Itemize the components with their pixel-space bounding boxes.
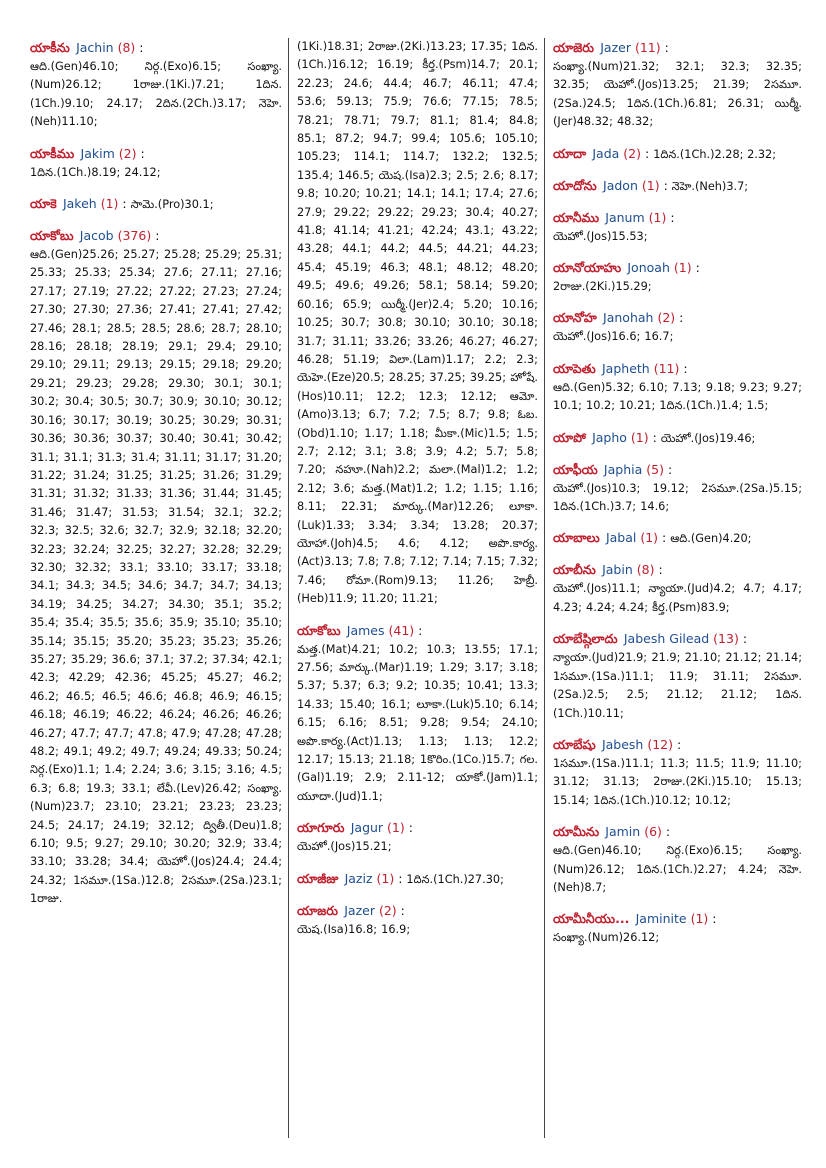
telugu-name: యామీనీయు... [553, 911, 630, 927]
entry-heading [553, 629, 802, 648]
separator: : [400, 902, 405, 918]
english-name: Jakeh [62, 196, 97, 212]
references: ఆది.(Gen)4.20; [670, 532, 752, 546]
references: యెహో.(Jos)15.21; [297, 840, 392, 854]
occurrence-count: (11) [653, 360, 680, 376]
occurrence-count: (1) [640, 530, 659, 546]
occurrence-count: (1) [376, 870, 395, 886]
references: నెహె.(Neh)3.7; [671, 179, 749, 193]
occurrence-count: (2) [623, 145, 641, 161]
references: 2రాజు.(2Ki.)15.29; [553, 280, 652, 294]
occurrence-count: (13) [713, 631, 739, 647]
references: ఆది.(Gen)25.26; 25.27; 25.28; 25.29; 25.31; 25.33; 25.33; 25.34; 27.6; 27.11; 27.16; 27.17; 27.19; 27.22; 27.22; 27.23; 27.24; 27.30; 27.30; 27.36; 27.41; 27.41; 27.42; 27.46; 28.1; 28.5; 28.5; 28.6; 28.7; 28.10; 28.16; 28.18; 28.19; 29.1; 29.4; 29.10; 29.10; 29.11; 29.13; 29.15; 29.18; 29.20; 29.21; 29.23; 29.28; 29.30; 30.1; 30.1; 30.2; 30.4; 30.5; 30.7; 30.9; 30.10; 30.12; 30.16; 30.17; 30.19; 30.25; 30.29; 30.31; 30.36; 30.36; 30.37; 30.40; 30.41; 30.42; 31.1; 31.1; 31.3; 31.4; 31.11; 31.17; 31.20; 31.22; 31.24; 31.25; 31.25; 31.26; 31.29; 31.31; 31.32; 31.33; 31.36; 31.44; 31.45; 31.46; 31.47; 31.53; 31.54; 32.1; 32.2; 32.3; 32.5; 32.6; 32.7; 32.9; 32.18; 32.20; 32.23; 32.24; 32.25; 32.27; 32.28; 32.29; 32.30; 32.32; 33.1; 33.10; 33.17; 33.18; 34.1; 34.3; 34.5; 34.6; 34.7; 34.7; 34.13; 34.19; 34.25; 34.27; 34.30; 35.1; 35.2; 35.4; 35.4; 35.5; 35.6; 35.9; 35.10; 35.10; 35.14; 35.15; 35.20; 35.23; 35.23; 35.26; 35.27; 35.29; 36.6; 37.1; 37.2; 37.34; 42.1; 42.3; 42.29; 42.36; 45.25; 45.27; 46.2; 46.2; 46.5; 46.5; 46.6; 46.8; 46.9; 46.15; 46.18; 46.19; 46.22; 46.24; 46.26; 46.26; 46.27; 47.7; 47.7; 47.8; 47.9; 47.28; 47.28; 48.2; 49.1; 49.2; 49.7; 49.24; 49.33; 50.24; నిర్గ.(Exo)1.1; 1.4; 2.24; 3.6; 3.15; 3.16; 4.5; 6.3; 6.8; 19.3; 33.1; లేవీ.(Lev)26.42; సంఖ్యా.(Num)23.7; 23.10; 23.21; 23.23; 23.23; 24.5; 24.17; 24.19; 32.12; ద్వితీ.(Deu)1.8; 6.10; 9.5; 9.27; 29.10; 30.20; 32.9; 33.4; 33.10; 33.28; 34.4; యెహో.(Jos)24.4; 24.4; 24.32; 1సమూ.(1Sa.)12.8; 2సమూ.(2Sa.)23.1; 1రాజు. [30, 248, 282, 906]
concordance-entry [297, 869, 538, 889]
separator: : [670, 209, 675, 225]
english-name: Janohah [603, 310, 654, 326]
telugu-name: యాకీము [30, 145, 75, 161]
columns [30, 38, 806, 1138]
telugu-name: యాదోను [553, 177, 597, 193]
separator: : [695, 260, 700, 276]
entry-heading [553, 38, 802, 57]
references: యెహో.(Jos)15.53; [553, 229, 648, 243]
english-name: Jaminite [635, 911, 687, 927]
entry-heading [553, 909, 802, 928]
occurrence-count: (2) [657, 310, 676, 326]
references: సంఖ్యా.(Num)26.12; [553, 931, 660, 945]
concordance-entry [30, 38, 282, 132]
references: యెష.(Isa)16.8; 16.9; [297, 922, 411, 936]
column-2 [288, 38, 544, 1138]
occurrence-count: (11) [634, 40, 661, 55]
entry-heading [297, 818, 538, 837]
occurrence-count: (2) [118, 145, 137, 161]
occurrence-count: (12) [647, 736, 674, 752]
separator: : [667, 461, 673, 477]
entry-heading [553, 144, 802, 164]
separator: : [122, 196, 127, 212]
entry-heading [297, 621, 538, 640]
separator: : [742, 631, 748, 647]
english-name: James [346, 622, 385, 638]
references: సామె.(Pro)30.1; [130, 198, 214, 212]
telugu-name: యాకోబు [30, 228, 74, 244]
references: 1దిన.(1Ch.)2.28; 2.32; [653, 147, 777, 161]
references: మత్త.(Mat)4.21; 10.2; 10.3; 13.55; 17.1; 27.56; మార్కు.(Mar)1.19; 1.29; 3.17; 3.18; 5.37; 5.37; 6.3; 9.2; 10.35; 10.41; 13.3; 14.33; 15.40; 16.1; లూకా.(Luk)5.10; 6.14; 6.15; 6.16; 8.51; 9.28; 9.54; 24.10; అపొ.కార్య.(Act)1.13; 1.13; 1.13; 12.2; 12.17; 15.13; 21.18; 1కొరిం.(1Co.)15.7; గల.(Gal)1.19; 2.9; 2.11-12; యాకో.(Jam)1.1; యూదా.(Jud)1.1; [297, 642, 538, 803]
entry-heading [553, 258, 802, 277]
entry-heading [553, 735, 802, 754]
telugu-name: యానీము [553, 209, 600, 225]
entry-heading [30, 38, 282, 57]
telugu-name: యాఫీయ [553, 461, 598, 477]
entry-heading [553, 822, 802, 841]
telugu-name: యాగూరు [297, 820, 345, 836]
entry-heading [553, 560, 802, 579]
references: ఆది.(Gen)46.10; నిర్గ.(Exo)6.15; సంఖ్యా.(Num)26.12; 1దిన.(1Ch.)2.27; 4.24; నెహె.(Neh)8.7; [553, 844, 802, 894]
english-name: Japho [592, 429, 627, 445]
occurrence-count: (1) [648, 209, 667, 225]
concordance-entry [297, 901, 538, 939]
entry-heading [553, 460, 802, 479]
telugu-name: యాపెతు [553, 360, 596, 376]
entry-heading [553, 208, 802, 227]
telugu-name: యానోహ [553, 310, 597, 326]
references: ఆది.(Gen)46.10; నిర్గ.(Exo)6.15; సంఖ్యా.(Num)26.12; 1రాజు.(1Ki.)7.21; 1దిన.(1Ch.)9.10; 24.17; 2దిన.(2Ch.)3.17; నెహె.(Neh)11.10; [30, 60, 282, 129]
concordance-entry [553, 528, 802, 548]
concordance-entry [553, 822, 802, 897]
entry-heading [30, 194, 282, 214]
entry-heading [553, 528, 802, 548]
english-name: Japhia [603, 461, 643, 477]
concordance-entry [30, 226, 282, 909]
telugu-name: యాజెరు [553, 40, 594, 55]
concordance-entry [553, 144, 802, 164]
entry-heading [553, 176, 802, 196]
references: యెహో.(Jos)10.3; 19.12; 2సమూ.(2Sa.)5.15; 1దిన.(1Ch.)3.7; 14.6; [553, 481, 802, 514]
references: యెహో.(Jos)11.1; న్యాయా.(Jud)4.2; 4.7; 4.17; 4.23; 4.24; 4.24; కీర్త.(Psm)83.9; [553, 582, 802, 614]
references: ఆది.(Gen)5.32; 6.10; 7.13; 9.18; 9.23; 9.27; 10.1; 10.2; 10.21; 1దిన.(1Ch.)1.4; 1.5; [553, 380, 802, 413]
occurrence-count: (1) [673, 260, 692, 276]
separator: : [679, 310, 684, 326]
separator: : [663, 177, 668, 193]
occurrence-count: (1) [100, 196, 119, 212]
telugu-name: యాబీను [553, 562, 596, 578]
references: 1దిన.(1Ch.)8.19; 24.12; [30, 165, 161, 179]
references: యెహో.(Jos)16.6; 16.7; [553, 330, 674, 344]
english-name: Jazer [344, 902, 375, 918]
concordance-entry [553, 258, 802, 296]
concordance-entry [553, 308, 802, 346]
separator: : [408, 820, 413, 836]
english-name: Japheth [601, 360, 650, 376]
occurrence-count: (376) [117, 228, 152, 244]
entry-heading [30, 144, 282, 163]
telugu-name: యాకె [30, 196, 57, 212]
column-1 [30, 38, 288, 1138]
concordance-entry [553, 208, 802, 246]
concordance-entry [297, 818, 538, 856]
entry-heading [553, 359, 802, 378]
separator: : [712, 911, 717, 927]
english-name: Jabesh [601, 736, 644, 752]
english-name: Jamin [605, 824, 641, 840]
occurrence-count: (41) [388, 622, 415, 638]
concordance-entry [30, 194, 282, 214]
concordance-entry [553, 909, 802, 947]
concordance-entry [553, 560, 802, 617]
telugu-name: యాబేష్గిలాదు [553, 631, 618, 647]
separator: : [658, 562, 663, 578]
entry-heading [297, 869, 538, 889]
occurrence-count: (2) [378, 902, 397, 918]
telugu-name: యాజీజు [297, 870, 339, 886]
separator: : [683, 360, 688, 376]
occurrence-count: (6) [644, 824, 662, 840]
concordance-entry [297, 621, 538, 807]
entry-heading [297, 901, 538, 920]
separator: : [398, 870, 403, 886]
telugu-name: యాబేషు [553, 736, 596, 752]
separator: : [652, 429, 657, 445]
occurrence-count: (8) [636, 562, 655, 578]
concordance-entry [553, 460, 802, 517]
separator: : [155, 228, 160, 244]
occurrence-count: (5) [646, 461, 664, 477]
english-name: Jabal [605, 530, 637, 546]
telugu-name: యాజరు [297, 902, 338, 918]
english-name: Jachin [76, 40, 114, 55]
english-name: Jagur [350, 820, 384, 836]
separator: : [677, 736, 682, 752]
references: న్యాయా.(Jud)21.9; 21.9; 21.10; 21.12; 21.14; 1సమూ.(1Sa.)11.1; 11.9; 31.11; 2సమూ.(2Sa.)2.5; 2.5; 21.12; 21.12; 1దిన.(1Ch.)10.11; [553, 651, 802, 720]
occurrence-count: (1) [641, 177, 660, 193]
english-name: Jonoah [627, 260, 670, 276]
occurrence-count: (1) [630, 429, 649, 445]
separator: : [644, 145, 650, 161]
separator: : [665, 824, 671, 840]
telugu-name: యాకోబు [297, 622, 341, 638]
separator: : [140, 145, 145, 161]
english-name: Jakim [80, 145, 115, 161]
entry-heading [30, 226, 282, 245]
concordance-entry [30, 144, 282, 182]
english-name: Janum [605, 209, 645, 225]
telugu-name: యాబాలు [553, 530, 600, 546]
entry-heading [553, 308, 802, 327]
separator: : [418, 622, 423, 638]
column-3 [544, 38, 802, 1138]
telugu-name: యాదా [553, 145, 587, 161]
english-name: Jazer [600, 40, 631, 55]
entry-heading [553, 428, 802, 448]
concordance-entry [553, 629, 802, 723]
concordance-entry [553, 428, 802, 448]
separator: : [662, 530, 667, 546]
occurrence-count: (8) [117, 40, 136, 55]
english-name: Jacob [79, 228, 114, 244]
references: సంఖ్యా.(Num)21.32; 32.1; 32.3; 32.35; 32.35; యెహో.(Jos)13.25; 21.39; 2సమూ.(2Sa.)24.5; 1దిన.(1Ch.)6.81; 26.31; యిర్మీ.(Jer)48.32; 48.32; [553, 60, 802, 129]
concordance-entry [553, 359, 802, 416]
separator: : [664, 40, 669, 55]
occurrence-count: (1) [387, 820, 405, 836]
telugu-name: యానోయాహు [553, 260, 622, 276]
continued-references: (1Ki.)18.31; 2రాజు.(2Ki.)13.23; 17.35; 1దిన.(1Ch.)16.12; 16.19; కీర్త.(Psm)14.7; 20.1; 22.23; 24.6; 44.4; 46.7; 46.11; 47.4; 53.6; 59.13; 75.9; 76.6; 77.15; 78.5; 78.21; 78.71; 79.7; 81.1; 81.4; 84.8; 85.1; 87.2; 94.7; 99.4; 105.6; 105.10; 105.23; 114.1; 114.7; 132.2; 132.5; 135.4; 146.5; యెష.(Isa)2.3; 2.5; 2.6; 8.17; 9.8; 10.20; 10.21; 14.1; 14.1; 17.4; 27.6; 27.9; 29.22; 29.22; 29.23; 30.4; 40.27; 41.8; 41.14; 41.21; 42.24; 43.1; 43.22; 43.28; 44.1; 44.2; 44.5; 44.21; 44.23; 45.4; 45.19; 46.3; 48.1; 48.12; 48.20; 49.5; 49.6; 49.26; 58.1; 58.14; 59.20; 60.16; 65.9; యిర్మీ.(Jer)2.4; 5.20; 10.16; 10.25; 30.7; 30.8; 30.10; 30.10; 30.18; 31.7; 31.11; 33.26; 33.26; 46.27; 46.27; 46.28; 51.19; విలా.(Lam)1.17; 2.2; 2.3; యెహె.(Eze)20.5; 28.25; 37.25; 39.25; హోషే.(Hos)10.11; 12.2; 12.3; 12.12; ఆమో.(Amo)3.13; 6.7; 7.2; 7.5; 8.7; 9.8; ఓబ.(Obd)1.10; 1.17; 1.18; మీకా.(Mic)1.5; 1.5; 2.7; 2.12; 3.1; 3.8; 3.9; 4.2; 5.7; 5.8; 7.20; నహూ.(Nah)2.2; మలా.(Mal)1.2; 1.2; 2.12; 3.6; మత్త.(Mat)1.2; 1.2; 1.15; 1.16; 8.11; 22.31; మార్కు.(Mar)12.26; లూకా.(Luk)1.33; 3.34; 3.34; 13.28; 20.37; యోహా.(Joh)4.5; 4.6; 4.12; అపొ.కార్య.(Act)3.13; 7.8; 7.8; 7.12; 7.14; 7.15; 7.32; 7.46; రోమా.(Rom)9.13; 11.26; హెబ్రీ.(Heb)11.9; 11.20; 11.21; [297, 40, 538, 606]
concordance-entry [553, 176, 802, 196]
telugu-name: యామీను [553, 824, 600, 840]
occurrence-count: (1) [690, 911, 709, 927]
concordance-entry [553, 38, 802, 132]
concordance-entry [553, 735, 802, 810]
english-name: Jabin [602, 562, 633, 578]
english-name: Jadon [603, 177, 638, 193]
references: 1సమూ.(1Sa.)11.1; 11.3; 11.5; 11.9; 11.10; 31.12; 31.13; 2రాజు.(2Ki.)15.10; 15.13; 15.14; 1దిన.(1Ch.)10.12; 10.12; [553, 756, 802, 807]
telugu-name: యాపో [553, 429, 586, 445]
references: 1దిన.(1Ch.)27.30; [406, 872, 504, 886]
telugu-name: యాకీను [30, 40, 70, 55]
english-name: Jada [592, 145, 620, 161]
english-name: Jaziz [344, 870, 373, 886]
english-name: Jabesh Gilead [623, 631, 710, 647]
separator: : [139, 40, 144, 55]
references: యెహో.(Jos)19.46; [660, 431, 756, 445]
